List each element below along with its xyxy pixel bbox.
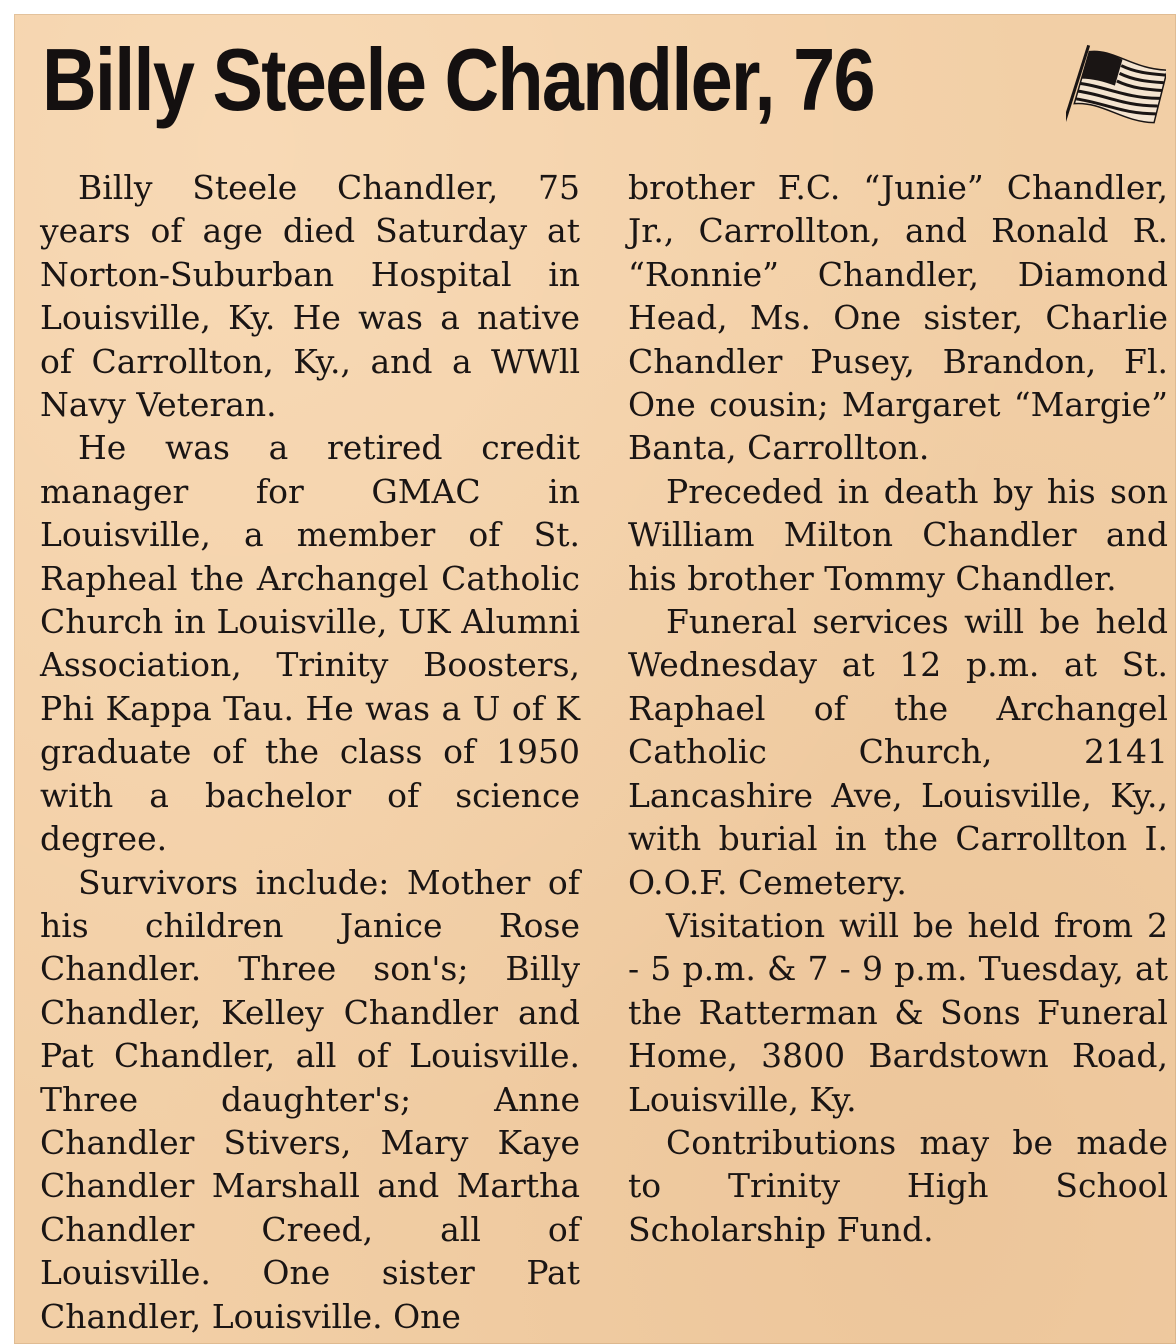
paragraph-funeral-services: Funeral services will be held Wednesday at 12 p.m. at St. Raphael of the Archangel Catholic Church, 2141 Lancashire Ave, Louisville, Ky., with burial in the Carrollton I. O.O.F. Cemetery.: [628, 602, 1168, 902]
obituary-headline: Billy Steele Chandler, 76: [42, 30, 874, 129]
paragraph-preceded-in-death: Preceded in death by his son William Milton Chandler and his brother Tommy Chandler.: [628, 471, 1168, 598]
newspaper-clipping: [14, 14, 1176, 1344]
american-flag-icon: [1066, 44, 1166, 136]
paragraph-contributions: Contributions may be made to Trinity High School Scholarship Fund.: [628, 1122, 1168, 1249]
paragraph-visitation: Visitation will be held from 2 - 5 p.m. & 7 - 9 p.m. Tuesday, at the Ratterman & Sons Funeral Home, 3800 Bardstown Road, Louisville, Ky.: [628, 905, 1168, 1119]
right-column: [628, 166, 1168, 1251]
paragraph-survivors-continued: brother F.C. “Junie” Chandler, Jr., Carrollton, and Ronald R. “Ronnie” Chandler, Diamond Head, Ms. One sister, Charlie Chandler Pusey, Brandon, Fl. One cousin; Margaret “Margie” Banta, Carrollton.: [628, 168, 1168, 468]
paragraph-survivors: Survivors include: Mother of his children Janice Rose Chandler. Three son's; Billy Chandler, Kelley Chandler and Pat Chandler, all of Louisville. Three daughter's; Anne Chandler Stivers, Mary Kaye Chandler Marshall and Martha Chandler Creed, all of Louisville. One sister Pat Chandler, Louisville. One: [40, 862, 580, 1336]
left-column: [40, 166, 580, 1338]
paragraph-death-notice: Billy Steele Chandler, 75 years of age died Saturday at Norton-Suburban Hospital in Louisville, Ky. He was a native of Carrollton, Ky., and a WWll Navy Veteran.: [40, 168, 580, 425]
paragraph-career: He was a retired credit manager for GMAC in Louisville, a member of St. Rapheal the Archangel Catholic Church in Louisville, UK Alumni Association, Trinity Boosters, Phi Kappa Tau. He was a U of K graduate of the class of 1950 with a bachelor of science degree.: [40, 428, 580, 859]
